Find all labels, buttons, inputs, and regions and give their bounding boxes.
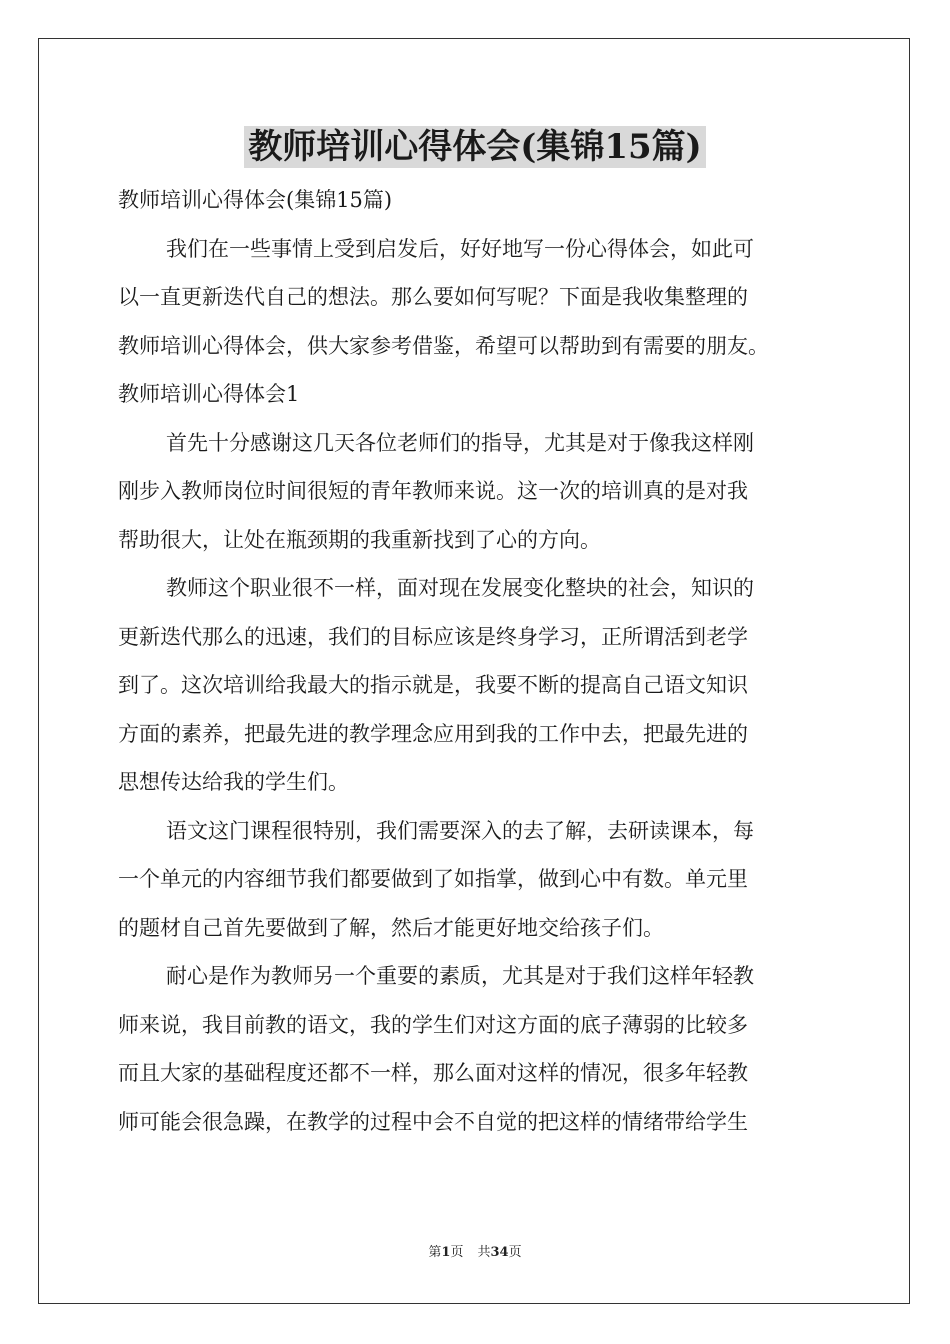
body-line: 而且大家的基础程度还都不一样，那么面对这样的情况，很多年轻教 [118, 1061, 748, 1085]
title-container [0, 126, 950, 168]
section-heading: 教师培训心得体会1 [118, 382, 300, 406]
body-line: 更新迭代那么的迅速，我们的目标应该是终身学习，正所谓活到老学 [118, 624, 748, 649]
page-number: 1 [441, 1245, 451, 1260]
body-line: 思想传达给我的学生们。 [118, 770, 349, 794]
body-line: 以一直更新迭代自己的想法。那么要如何写呢？下面是我收集整理的 [118, 285, 748, 309]
body-line: 方面的素养，把最先进的教学理念应用到我的工作中去，把最先进的 [118, 721, 748, 746]
body-line: 首先十分感谢这几天各位老师们的指导，尤其是对于像我这样刚 [166, 430, 754, 455]
body-line: 我们在一些事情上受到启发后，好好地写一份心得体会，如此可 [166, 236, 754, 261]
body-line: 教师培训心得体会，供大家参考借鉴，希望可以帮助到有需要的朋友。 [118, 333, 769, 358]
body-line: 的题材自己首先要做到了解，然后才能更好地交给孩子们。 [118, 915, 664, 940]
total-suffix: 页 [508, 1245, 522, 1260]
page-suffix: 页 [450, 1245, 464, 1260]
total-pages: 34 [490, 1245, 509, 1260]
document-title: 教师培训心得体会(集锦15篇) [244, 126, 706, 168]
body-line: 教师培训心得体会(集锦15篇) [118, 188, 393, 212]
body-line: 帮助很大，让处在瓶颈期的我重新找到了心的方向。 [118, 527, 601, 552]
page-prefix: 第 [428, 1245, 442, 1260]
document-body [118, 176, 858, 1146]
body-line: 教师这个职业很不一样，面对现在发展变化整块的社会，知识的 [166, 576, 754, 600]
body-line: 到了。这次培训给我最大的指示就是，我要不断的提高自己语文知识 [118, 673, 748, 697]
body-line: 语文这门课程很特别，我们需要深入的去了解，去研读课本，每 [166, 818, 754, 843]
body-line: 师来说，我目前教的语文，我的学生们对这方面的底子薄弱的比较多 [118, 1012, 748, 1037]
page-footer [0, 1244, 950, 1262]
body-line: 一个单元的内容细节我们都要做到了如指掌，做到心中有数。单元里 [118, 867, 748, 891]
total-prefix: 共 [477, 1245, 491, 1260]
body-line: 刚步入教师岗位时间很短的青年教师来说。这一次的培训真的是对我 [118, 479, 748, 503]
body-line: 师可能会很急躁，在教学的过程中会不自觉的把这样的情绪带给学生 [118, 1109, 748, 1134]
body-line: 耐心是作为教师另一个重要的素质，尤其是对于我们这样年轻教 [166, 964, 754, 988]
